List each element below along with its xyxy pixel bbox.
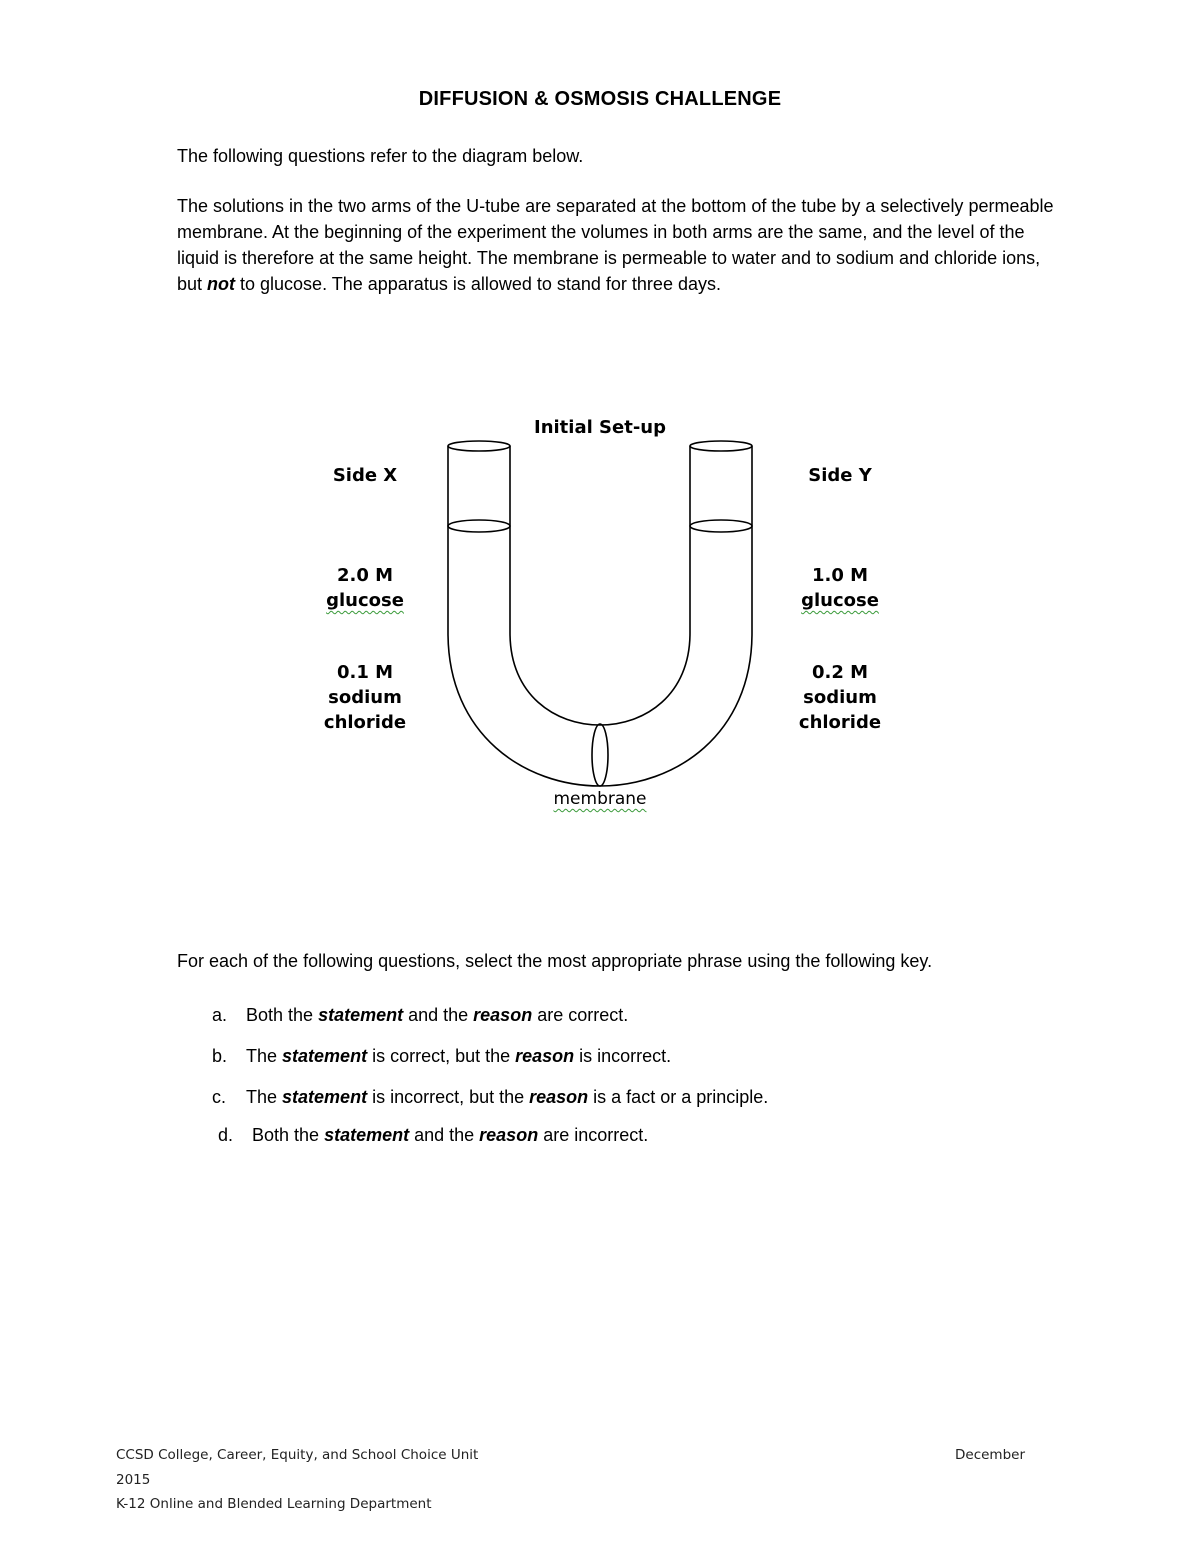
option-c-letter: c.: [212, 1087, 227, 1107]
option-a-t3: are correct.: [532, 1005, 629, 1025]
page-title: DIFFUSION & OSMOSIS CHALLENGE: [418, 88, 782, 110]
side-x-nacl-line2: chloride: [323, 712, 407, 733]
option-c: [212, 1084, 768, 1110]
option-a-statement: statement: [318, 1005, 404, 1025]
footer-year: 2015: [116, 1472, 151, 1488]
option-b: [212, 1043, 671, 1069]
option-b-t1: The: [246, 1046, 283, 1066]
side-x-nacl-line1: sodium: [328, 687, 402, 708]
option-b-t3: is incorrect.: [574, 1046, 672, 1066]
u-tube-outer-wall: [448, 446, 752, 786]
left-arm-top-rim: [448, 441, 510, 451]
option-b-reason: reason: [515, 1046, 575, 1066]
description-part1: The solutions in the two arms of the U-tube are separated at the bottom of the tube by a selectively permeable membrane. At the beginning of the experiment the volumes in both arms are the same, and the level of the liquid is therefore at the same height. The membrane is permeable to water and to sodium and chloride ions, but: [177, 196, 1054, 294]
option-d-letter: d.: [218, 1125, 234, 1145]
description-part2: to glucose. The apparatus is allowed to stand for three days.: [235, 274, 721, 294]
membrane-word: membrane: [553, 789, 647, 809]
option-a-letter: a.: [212, 1005, 228, 1025]
side-y-glucose-word: glucose: [801, 590, 879, 611]
side-y-label: Side Y: [808, 465, 872, 486]
option-d-statement: statement: [324, 1125, 410, 1145]
option-c-t1: The: [246, 1087, 283, 1107]
membrane-shape: [592, 724, 608, 786]
option-d-t2: and the: [409, 1125, 480, 1145]
side-x-glucose-label: [310, 588, 420, 613]
option-d-reason: reason: [479, 1125, 539, 1145]
option-b-statement: statement: [282, 1046, 368, 1066]
right-liquid-surface: [690, 520, 752, 532]
option-c-statement: statement: [282, 1087, 368, 1107]
footer-line1: CCSD College, Career, Equity, and School Choice Unit: [116, 1447, 479, 1463]
option-b-t2: is correct, but the: [367, 1046, 516, 1066]
intro-text: The following questions refer to the diagram below.: [177, 146, 584, 166]
u-tube-inner-wall: [510, 446, 690, 725]
option-d-t1: Both the: [252, 1125, 325, 1145]
membrane-label: [520, 787, 680, 812]
key-intro: For each of the following questions, select the most appropriate phrase using the following key.: [177, 951, 933, 971]
description-emphasis: not: [207, 274, 236, 294]
left-liquid-surface: [448, 520, 510, 532]
side-y-nacl-conc: 0.2 M: [811, 662, 869, 683]
u-tube-diagram: [300, 405, 920, 825]
option-a-t1: Both the: [246, 1005, 319, 1025]
option-a-reason: reason: [473, 1005, 533, 1025]
diagram-title: Initial Set-up: [534, 417, 666, 438]
option-c-reason: reason: [529, 1087, 589, 1107]
option-d-t3: are incorrect.: [538, 1125, 649, 1145]
option-a-t2: and the: [403, 1005, 474, 1025]
footer-month: December: [955, 1447, 1026, 1463]
option-d: [218, 1122, 648, 1148]
side-x-glucose-conc: 2.0 M: [336, 565, 394, 586]
option-b-letter: b.: [212, 1046, 228, 1066]
footer-line3: K-12 Online and Blended Learning Department: [116, 1496, 432, 1512]
option-c-t2: is incorrect, but the: [367, 1087, 530, 1107]
right-arm-top-rim: [690, 441, 752, 451]
option-a: [212, 1002, 628, 1028]
description-paragraph: [177, 193, 1057, 297]
option-c-t3: is a fact or a principle.: [588, 1087, 769, 1107]
side-x-glucose-word: glucose: [326, 590, 404, 611]
side-y-nacl-line2: chloride: [798, 712, 882, 733]
side-y-nacl-line1: sodium: [803, 687, 877, 708]
side-x-label: Side X: [332, 465, 398, 486]
side-y-glucose-conc: 1.0 M: [811, 565, 869, 586]
side-x-nacl-conc: 0.1 M: [336, 662, 394, 683]
side-y-glucose-label: [785, 588, 895, 613]
